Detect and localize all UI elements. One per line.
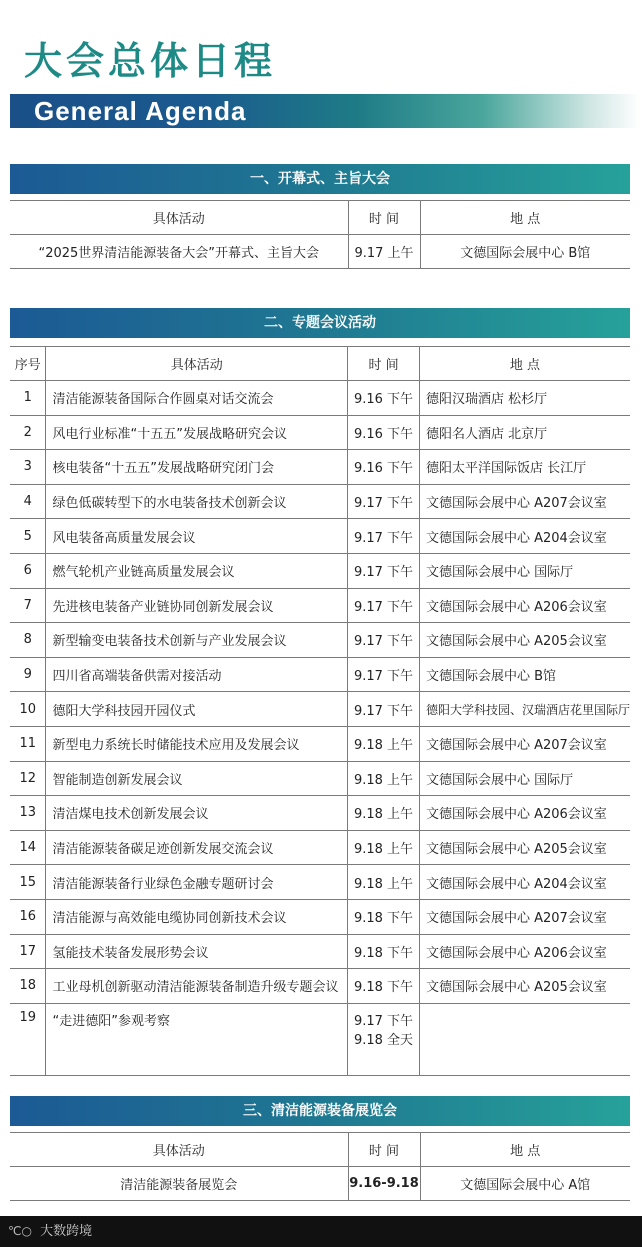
section3-header-place: 地 点 [420, 1133, 630, 1167]
place-cell: 德阳名人酒店 北京厅 [419, 415, 630, 450]
page-title-en: General Agenda [34, 96, 247, 126]
activity-cell: 清洁能源装备行业绿色金融专题研讨会 [46, 865, 348, 900]
activity-cell: 先进核电装备产业链协同创新发展会议 [46, 588, 348, 623]
activity-cell: 氢能技术装备发展形势会议 [46, 934, 348, 969]
row-number-cell: 8 [10, 623, 46, 658]
table-row [10, 415, 630, 450]
section3-table [10, 1132, 630, 1201]
activity-cell: 德阳大学科技园开园仪式 [46, 692, 348, 727]
place-cell: 文德国际会展中心 B馆 [420, 235, 630, 269]
row-number-cell: 19 [10, 1003, 46, 1075]
place-cell: 文德国际会展中心 A207会议室 [419, 484, 630, 519]
activity-cell: 清洁能源装备展览会 [10, 1167, 348, 1201]
activity-cell: 绿色低碳转型下的水电装备技术创新会议 [46, 484, 348, 519]
time-line: 9.16 下午 [353, 426, 414, 442]
table-row [10, 519, 630, 554]
activity-cell: 智能制造创新发展会议 [46, 761, 348, 796]
time-line: 9.17 下午 [353, 599, 414, 615]
table-row [10, 588, 630, 623]
row-number-cell: 12 [10, 761, 46, 796]
place-cell: 德阳大学科技园、汉瑞酒店花里国际厅 [419, 692, 630, 727]
time-line: 9.18 下午 [353, 911, 414, 927]
place-cell: 文德国际会展中心 A204会议室 [419, 519, 630, 554]
time-line: 9.16 下午 [353, 461, 414, 477]
section2-header-place: 地 点 [419, 347, 630, 381]
activity-cell: “2025世界清洁能源装备大会”开幕式、主旨大会 [10, 235, 348, 269]
section3-header-time: 时 间 [348, 1133, 420, 1167]
table-row [10, 1003, 630, 1075]
activity-cell: 清洁能源装备碳足迹创新发展交流会议 [46, 830, 348, 865]
section2-header-time: 时 间 [348, 347, 420, 381]
time-line: 9.18 上午 [353, 876, 414, 892]
time-cell: 9.16-9.18 [348, 1167, 420, 1201]
place-cell: 文德国际会展中心 A205会议室 [419, 623, 630, 658]
row-number-cell: 10 [10, 692, 46, 727]
time-line: 9.18 下午 [353, 945, 414, 961]
time-line: 9.18 上午 [353, 772, 414, 788]
place-cell: 文德国际会展中心 A206会议室 [419, 934, 630, 969]
table-row [10, 623, 630, 658]
section1-header-activity: 具体活动 [10, 201, 348, 235]
row-number-cell: 9 [10, 657, 46, 692]
table-row [10, 934, 630, 969]
activity-cell: 四川省高端装备供需对接活动 [46, 657, 348, 692]
time-line: 9.18 下午 [353, 980, 414, 996]
place-cell: 文德国际会展中心 A206会议室 [419, 588, 630, 623]
table-row [10, 450, 630, 485]
activity-cell: “走进德阳”参观考察 [46, 1003, 348, 1075]
activity-cell: 清洁煤电技术创新发展会议 [46, 796, 348, 831]
place-cell: 德阳汉瑞酒店 松杉厅 [419, 381, 630, 416]
brand-logo-mark: ℃○ [8, 1224, 32, 1238]
time-line: 9.16 下午 [353, 392, 414, 408]
time-cell [348, 830, 420, 865]
row-number-cell: 4 [10, 484, 46, 519]
activity-cell: 新型电力系统长时储能技术应用及发展会议 [46, 726, 348, 761]
time-cell [348, 934, 420, 969]
place-cell: 文德国际会展中心 B馆 [419, 657, 630, 692]
row-number-cell: 6 [10, 553, 46, 588]
section1-heading: 一、开幕式、主旨大会 [10, 164, 630, 194]
place-cell: 文德国际会展中心 A206会议室 [419, 796, 630, 831]
brand-logo [8, 1216, 92, 1247]
place-cell: 德阳太平洋国际饭店 长江厅 [419, 450, 630, 485]
section2-table [10, 346, 630, 1076]
activity-cell: 风电行业标准“十五五”发展战略研究会议 [46, 415, 348, 450]
time-cell [348, 553, 420, 588]
place-cell: 文德国际会展中心 国际厅 [419, 761, 630, 796]
table-row [10, 235, 630, 269]
section1-header-time: 时 间 [348, 201, 420, 235]
table-row [10, 657, 630, 692]
row-number-cell: 2 [10, 415, 46, 450]
time-cell [348, 899, 420, 934]
activity-cell: 新型输变电装备技术创新与产业发展会议 [46, 623, 348, 658]
table-row [10, 761, 630, 796]
activity-cell: 核电装备“十五五”发展战略研究闭门会 [46, 450, 348, 485]
time-cell [348, 519, 420, 554]
place-cell [419, 1003, 630, 1075]
time-cell [348, 969, 420, 1004]
time-cell [348, 692, 420, 727]
row-number-cell: 16 [10, 899, 46, 934]
time-line: 9.17 下午 [353, 703, 414, 719]
time-cell [348, 588, 420, 623]
table-row [10, 726, 630, 761]
place-cell: 文德国际会展中心 A204会议室 [419, 865, 630, 900]
section1-table [10, 200, 630, 269]
activity-cell: 燃气轮机产业链高质量发展会议 [46, 553, 348, 588]
time-cell [348, 865, 420, 900]
time-cell [348, 726, 420, 761]
time-line: 9.17 下午 [353, 530, 414, 546]
row-number-cell: 18 [10, 969, 46, 1004]
table-row [10, 796, 630, 831]
footer-bar [0, 1216, 642, 1247]
place-cell: 文德国际会展中心 A205会议室 [419, 830, 630, 865]
section2-heading: 二、专题会议活动 [10, 308, 630, 338]
page-title-cn: 大会总体日程 [24, 39, 277, 83]
place-cell: 文德国际会展中心 A207会议室 [419, 726, 630, 761]
row-number-cell: 3 [10, 450, 46, 485]
table-row [10, 830, 630, 865]
time-line: 9.18 上午 [353, 807, 414, 823]
row-number-cell: 13 [10, 796, 46, 831]
row-number-cell: 17 [10, 934, 46, 969]
time-cell [348, 450, 420, 485]
time-cell [348, 657, 420, 692]
section2-header-activity: 具体活动 [46, 347, 348, 381]
section2-header-no: 序号 [10, 347, 46, 381]
time-line: 9.18 上午 [353, 842, 414, 858]
time-cell [348, 796, 420, 831]
section3-header-activity: 具体活动 [10, 1133, 348, 1167]
time-line: 9.17 下午 [353, 565, 414, 581]
table-row [10, 484, 630, 519]
table-row [10, 865, 630, 900]
time-cell [348, 623, 420, 658]
time-cell [348, 484, 420, 519]
time-cell [348, 381, 420, 416]
activity-cell: 清洁能源与高效能电缆协同创新技术会议 [46, 899, 348, 934]
table-row [10, 969, 630, 1004]
time-cell: 9.17 上午 [348, 235, 420, 269]
time-cell [348, 1003, 420, 1075]
time-cell [348, 415, 420, 450]
time-line: 9.17 下午 [353, 634, 414, 650]
table-row [10, 692, 630, 727]
row-number-cell: 11 [10, 726, 46, 761]
table-row [10, 553, 630, 588]
time-cell [348, 761, 420, 796]
time-line: 9.17 下午 [353, 496, 414, 512]
time-line-2: 9.18 全天 [353, 1032, 414, 1048]
table-row [10, 381, 630, 416]
place-cell: 文德国际会展中心 A207会议室 [419, 899, 630, 934]
activity-cell: 清洁能源装备国际合作圆桌对话交流会 [46, 381, 348, 416]
time-line: 9.17 下午 [353, 669, 414, 685]
table-row [10, 1167, 630, 1201]
section3-heading: 三、清洁能源装备展览会 [10, 1096, 630, 1126]
time-line: 9.17 下午 [353, 1013, 414, 1029]
time-line: 9.18 上午 [353, 738, 414, 754]
place-cell: 文德国际会展中心 国际厅 [419, 553, 630, 588]
row-number-cell: 5 [10, 519, 46, 554]
row-number-cell: 14 [10, 830, 46, 865]
activity-cell: 工业母机创新驱动清洁能源装备制造升级专题会议 [46, 969, 348, 1004]
row-number-cell: 15 [10, 865, 46, 900]
activity-cell: 风电装备高质量发展会议 [46, 519, 348, 554]
title-en-banner [10, 94, 640, 128]
place-cell: 文德国际会展中心 A205会议室 [419, 969, 630, 1004]
table-row [10, 899, 630, 934]
place-cell: 文德国际会展中心 A馆 [420, 1167, 630, 1201]
brand-name: 大数跨境 [40, 1224, 93, 1239]
row-number-cell: 1 [10, 381, 46, 416]
row-number-cell: 7 [10, 588, 46, 623]
section1-header-place: 地 点 [420, 201, 630, 235]
